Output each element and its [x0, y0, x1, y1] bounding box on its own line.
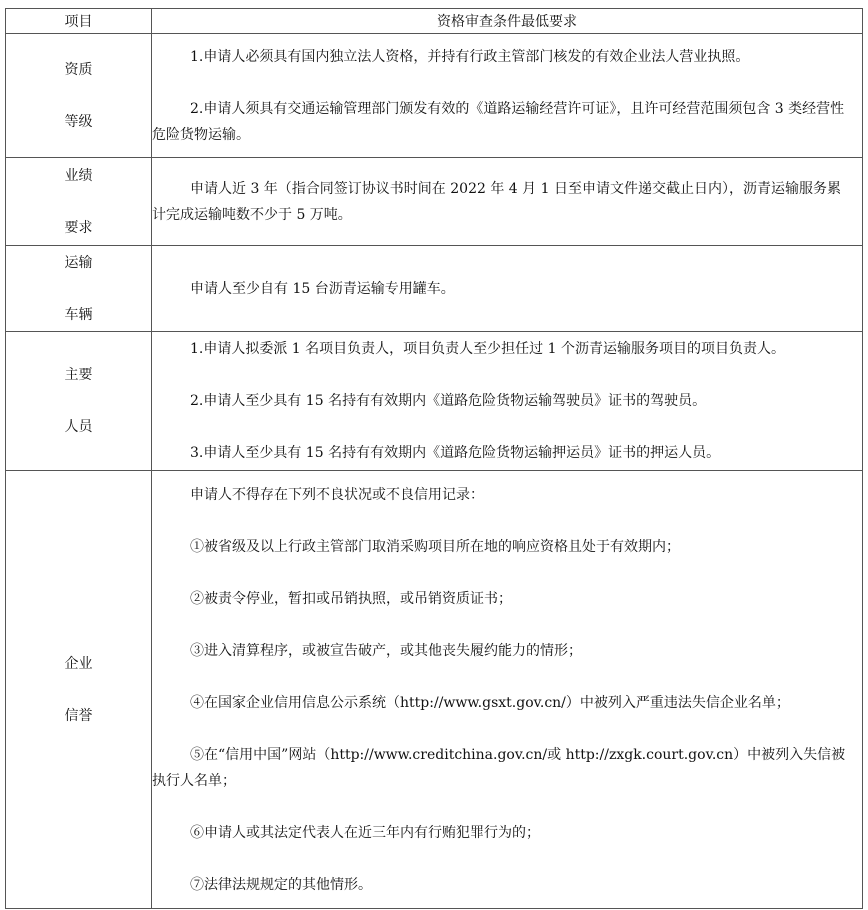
- table-row: [6, 34, 863, 158]
- paragraph: 2.申请人须具有交通运输管理部门颁发有效的《道路运输经营许可证》，且许可经营范围须包含 3 类经营性危险货物运输。: [152, 100, 845, 143]
- paragraph: ⑥申请人或其法定代表人在近三年内有行贿犯罪行为的；: [190, 824, 540, 841]
- paragraph: ⑤在“信用中国”网站（http://www.creditchina.gov.cn/或 http://zxgk.court.gov.cn）中被列入失信被执行人名单；: [152, 746, 846, 789]
- header-requirement: 资格审查条件最低要求: [152, 9, 863, 34]
- paragraph: 3.申请人至少具有 15 名持有有效期内《道路危险货物运输押运员》证书的押运人员。: [190, 445, 721, 461]
- header-item: 项目: [6, 9, 152, 34]
- paragraph: ④在国家企业信用信息公示系统（http://www.gsxt.gov.cn/）中被列入严重违法失信企业名单；: [190, 694, 790, 711]
- row-content: [152, 332, 863, 471]
- table-row: [6, 158, 863, 246]
- paragraph: 申请人至少自有 15 台沥青运输专用罐车。: [190, 280, 455, 297]
- row-label: 主要 人员: [6, 332, 152, 471]
- row-label: 业绩 要求: [6, 158, 152, 246]
- table-row: [6, 471, 863, 909]
- row-content: [152, 246, 863, 332]
- paragraph: ②被责令停业，暂扣或吊销执照，或吊销资质证书；: [190, 590, 512, 607]
- paragraph: ③进入清算程序，或被宣告破产，或其他丧失履约能力的情形；: [190, 642, 582, 659]
- row-label: 企业 信誉: [6, 471, 152, 909]
- row-content: [152, 34, 863, 158]
- table-row: [6, 332, 863, 471]
- qualification-table: [5, 8, 863, 909]
- paragraph: ①被省级及以上行政主管部门取消采购项目所在地的响应资格且处于有效期内；: [190, 538, 680, 555]
- row-content: [152, 471, 863, 909]
- table-row: [6, 246, 863, 332]
- paragraph: 2.申请人至少具有 15 名持有有效期内《道路危险货物运输驾驶员》证书的驾驶员。: [190, 393, 707, 409]
- table-header-row: [6, 9, 863, 34]
- paragraph: ⑦法律法规规定的其他情形。: [190, 876, 372, 893]
- paragraph: 1.申请人拟委派 1 名项目负责人，项目负责人至少担任过 1 个沥青运输服务项目的项目负责人。: [190, 341, 785, 357]
- paragraph: 申请人近 3 年（指合同签订协议书时间在 2022 年 4 月 1 日至申请文件递交截止日内），沥青运输服务累计完成运输吨数不少于 5 万吨。: [152, 180, 841, 223]
- row-label: 资质 等级: [6, 34, 152, 158]
- paragraph: 申请人不得存在下列不良状况或不良信用记录：: [190, 486, 484, 503]
- row-content: [152, 158, 863, 246]
- row-label: 运输 车辆: [6, 246, 152, 332]
- paragraph: 1.申请人必须具有国内独立法人资格，并持有行政主管部门核发的有效企业法人营业执照。: [190, 48, 750, 65]
